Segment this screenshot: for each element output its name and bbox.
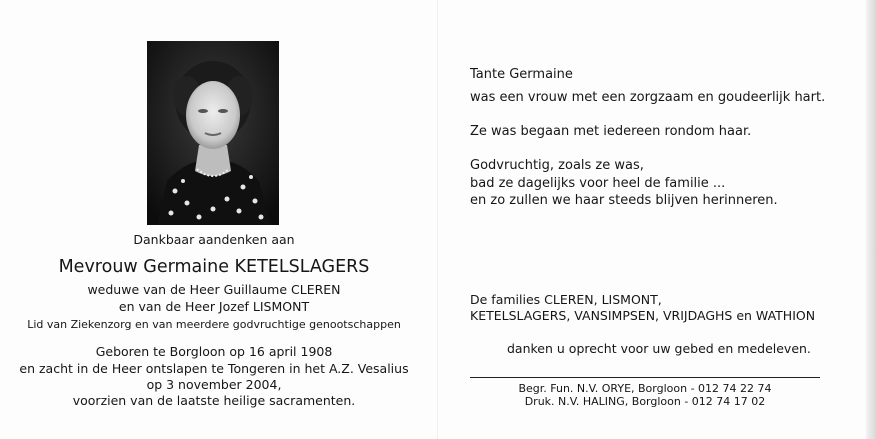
spouse-line-1: weduwe van de Heer Guillaume CLEREN [87,282,341,297]
funeral-home: Begr. Fun. N.V. ORYE, Borgloon - 012 74 22 74 [518,382,772,395]
printer: Druk. N.V. HALING, Borgloon - 012 74 17 02 [524,395,766,408]
deceased-name: Mevrouw Germaine KETELSLAGERS [58,257,370,277]
divider [470,377,820,378]
families-line-1: De families CLEREN, LISMONT, [470,292,662,307]
death-line-2: op 3 november 2004, [146,377,282,392]
sacraments-line: voorzien van de laatste heilige sacramenten. [72,393,356,408]
verse-line: en zo zullen we haar steeds blijven herinneren. [470,193,778,208]
verse-line: was een vrouw met een zorgzaam en goudeerlijk hart. [470,90,826,105]
verse-line: Ze was begaan met iedereen rondom haar. [470,124,752,139]
death-line-1: en zacht in de Heer ontslapen te Tongeren in het A.Z. Vesalius [19,361,409,376]
fold-line [437,0,438,439]
thanks-line: danken u oprecht voor uw gebed en medeleven. [507,341,811,356]
birth-line: Geboren te Borgloon op 16 april 1908 [95,344,333,359]
verse-line: Godvruchtig, zoals ze was, [470,158,644,173]
verse-line: Tante Germaine [470,67,573,82]
portrait-photo [147,41,279,225]
families-line-2: KETELSLAGERS, VANSIMPSEN, VRIJDAGHS en WATHION [470,308,816,323]
spouse-line-2: en van de Heer Jozef LISMONT [118,299,310,314]
caption: Dankbaar aandenken aan [133,232,295,247]
membership-line: Lid van Ziekenzorg en van meerdere godvruchtige genootschappen [27,318,401,331]
verse-line: bad ze dagelijks voor heel de familie ... [470,176,726,191]
card-edge [866,0,876,439]
